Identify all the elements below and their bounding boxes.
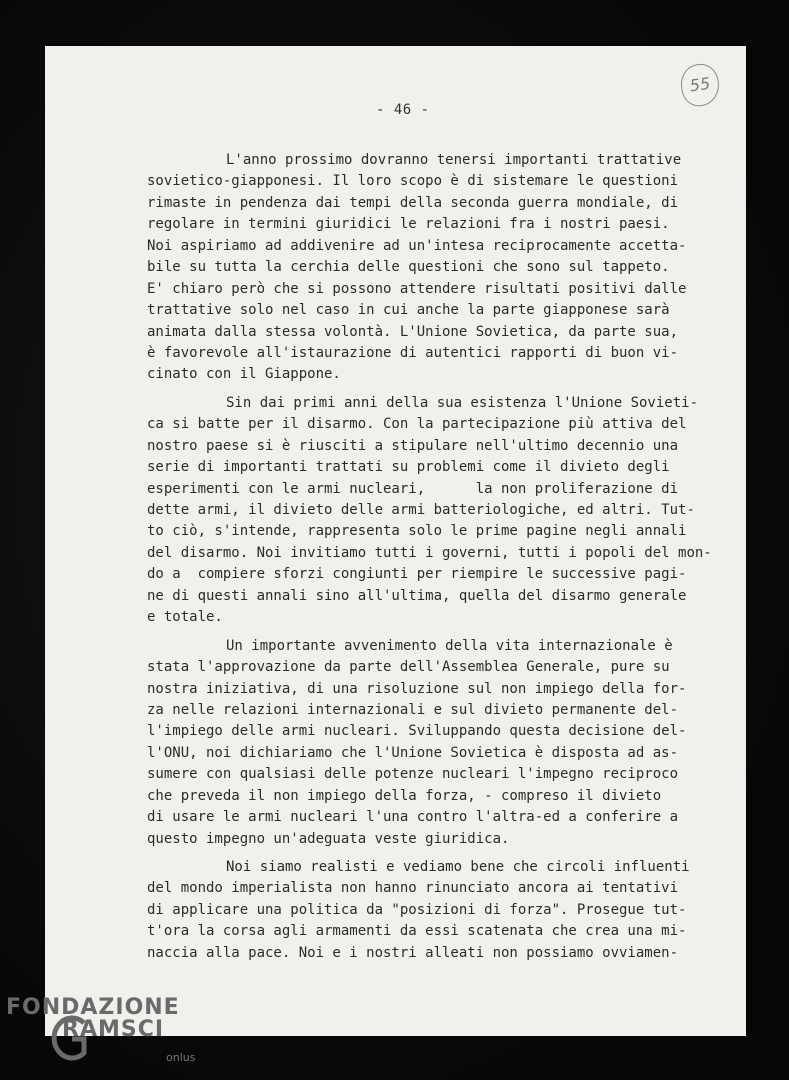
text-line: do a compiere sforzi congiunti per riempire le successive pagi-	[147, 566, 687, 583]
text-line: Un importante avvenimento della vita internazionale è	[226, 637, 673, 654]
text-line: e totale.	[147, 609, 223, 626]
text-line: nostro paese si è riusciti a stipulare nell'ultimo decennio una	[147, 437, 679, 454]
paragraph-gap	[147, 386, 717, 393]
document-body	[147, 150, 717, 964]
text-line: di usare le armi nucleari l'una contro l'altra-ed a conferire a	[147, 809, 679, 826]
text-line: dette armi, il divieto delle armi batteriologiche, ed altri. Tut-	[147, 502, 695, 518]
text-line: Sin dai primi anni della sua esistenza l'Unione Sovieti-	[226, 394, 699, 411]
text-line: rimaste in pendenza dai tempi della seconda guerra mondiale, di	[147, 194, 679, 211]
text-line: ne di questi annali sino all'ultima, quella del disarmo generale	[147, 587, 687, 604]
paragraph-gap	[147, 629, 717, 636]
paragraph-gap	[147, 850, 717, 857]
text-line: to ciò, s'intende, rappresenta solo le prime pagine negli annali	[147, 523, 687, 540]
text-line: nostra iniziativa, di una risoluzione sul non impiego della for-	[147, 680, 687, 697]
text-line: serie di importanti trattati su problemi come il divieto degli	[147, 459, 670, 476]
text-line: regolare in termini giuridici le relazioni fra i nostri paesi.	[147, 216, 670, 233]
text-line: bile su tutta la cerchia delle questioni che sono sul tappeto.	[147, 259, 670, 276]
text-line: Noi siamo realisti e vediamo bene che circoli influenti	[226, 859, 690, 875]
logo-line2: RAMSCI	[62, 1017, 165, 1042]
text-line: l'impiego delle armi nucleari. Sviluppando questa decisione del-	[147, 723, 687, 740]
text-line: sumere con qualsiasi delle potenze nucleari l'impegno reciproco	[147, 766, 679, 783]
text-line: l'ONU, noi dichiariamo che l'Unione Sovietica è disposta ad as-	[147, 744, 679, 761]
text-line: t'ora la corsa agli armamenti da essi scatenata che crea una mi-	[147, 923, 687, 940]
text-line: ca si batte per il disarmo. Con la partecipazione più attiva del	[147, 416, 687, 433]
paragraph	[147, 150, 717, 386]
text-line: che preveda il non impiego della forza, - compreso il divieto	[147, 787, 662, 804]
text-line: del disarmo. Noi invitiamo tutti i governi, tutti i popoli del mon-	[147, 544, 712, 561]
text-line: trattative solo nel caso in cui anche la parte giapponese sarà	[147, 302, 670, 319]
text-line: di applicare una politica da "posizioni di forza". Prosegue tut-	[147, 901, 687, 918]
text-line: stata l'approvazione da parte dell'Assemblea Generale, pure su	[147, 659, 670, 676]
archive-number-mark: 55	[678, 62, 721, 109]
text-line: za nelle relazioni internazionali e sul divieto permanente del-	[147, 701, 679, 718]
text-line: del mondo imperialista non hanno rinunciato ancora ai tentativi	[147, 880, 679, 897]
paragraph	[147, 393, 717, 629]
logo-line1: FONDAZIONE	[6, 995, 180, 1020]
text-line: è favorevole all'istaurazione di autentici rapporti di buon vi-	[147, 344, 679, 361]
text-line: questo impegno un'adeguata veste giuridica.	[147, 830, 510, 847]
text-line: naccia alla pace. Noi e i nostri alleati non possiamo ovviamen-	[147, 944, 679, 961]
fondazione-gramsci-logo	[6, 995, 206, 1075]
text-line: Noi aspiriamo ad addivenire ad un'intesa reciprocamente accetta-	[147, 237, 687, 254]
paragraph	[147, 857, 717, 964]
text-line: cinato con il Giappone.	[147, 366, 341, 383]
text-line: sovietico-giapponesi. Il loro scopo è di sistemare le questioni	[147, 173, 679, 190]
paragraph	[147, 636, 717, 850]
text-line: animata dalla stessa volontà. L'Unione Sovietica, da parte sua,	[147, 323, 679, 340]
text-line: E' chiaro però che si possono attendere risultati positivi dalle	[147, 280, 687, 297]
page-number: - 46 -	[376, 102, 430, 118]
text-line: esperimenti con le armi nucleari, la non proliferazione di	[147, 480, 679, 497]
logo-subtitle: onlus	[166, 1051, 196, 1064]
text-line: L'anno prossimo dovranno tenersi importanti trattative	[226, 152, 682, 168]
